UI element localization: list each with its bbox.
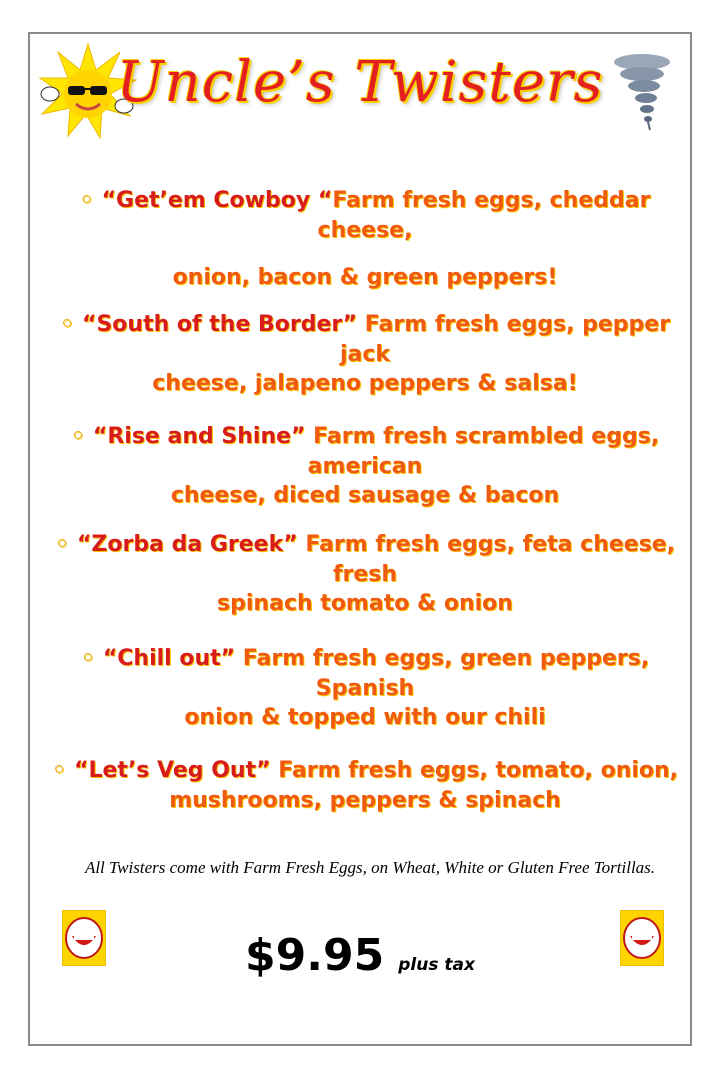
menu-item-desc-line2: cheese, diced sausage & bacon (170, 483, 560, 509)
menu-item-line1 (44, 186, 686, 245)
menu-item-desc: Farm fresh eggs, green peppers, Spanish (235, 646, 650, 701)
menu-item-desc-line2: onion & topped with our chili (184, 705, 546, 731)
menu-item-desc: Farm fresh scrambled eggs, american (305, 424, 660, 479)
menu-item-get-em-cowboy (44, 186, 686, 293)
bullet-icon: ◦ (51, 758, 67, 783)
bullet-icon: ◦ (80, 646, 95, 671)
twisters-note: All Twisters come with Farm Fresh Eggs, on Wheat, White or Gluten Free Tortillas. (84, 858, 656, 877)
menu-item-rise-and-shine (44, 422, 686, 511)
menu-item-desc: Farm fresh eggs, cheddar cheese, (317, 188, 651, 243)
price-row (0, 930, 720, 981)
menu-item-chill-out (44, 644, 686, 733)
menu-item-desc: Farm fresh eggs, feta cheese, fresh (297, 532, 676, 587)
menu-item-desc-line2: onion, bacon & green peppers! (172, 265, 558, 291)
tax-label: plus tax (398, 955, 475, 975)
price: $9.95 (245, 930, 385, 981)
menu-item-name: “Let’s Veg Out” (74, 758, 271, 783)
bullet-icon: ◦ (70, 424, 85, 449)
menu-item-desc-line2: cheese, jalapeno peppers & salsa! (152, 371, 578, 397)
menu-item-desc: Farm fresh eggs, tomato, onion, (270, 758, 679, 783)
menu-item-name: “Get’em Cowboy “ (101, 188, 333, 213)
menu-item-desc: Farm fresh eggs, pepper jack (339, 312, 671, 367)
menu-item-zorba-da-greek (44, 530, 686, 619)
menu-item-name: “South of the Border” (82, 312, 358, 337)
menu-item-name: “Rise and Shine” (92, 424, 306, 449)
menu-title: Uncle’s Twisters (116, 50, 604, 115)
menu-item-lets-veg-out (44, 756, 686, 815)
menu-item-south-of-the-border (44, 310, 686, 399)
menu-item-name: “Zorba da Greek” (76, 532, 298, 557)
bullet-icon: ◦ (79, 188, 94, 213)
menu-item-desc-line2: mushrooms, peppers & spinach (169, 787, 561, 813)
bullet-icon: ◦ (59, 312, 74, 337)
bullet-icon: ◦ (54, 532, 69, 557)
menu-item-name: “Chill out” (102, 646, 236, 671)
menu-item-desc-line2: spinach tomato & onion (217, 591, 513, 617)
